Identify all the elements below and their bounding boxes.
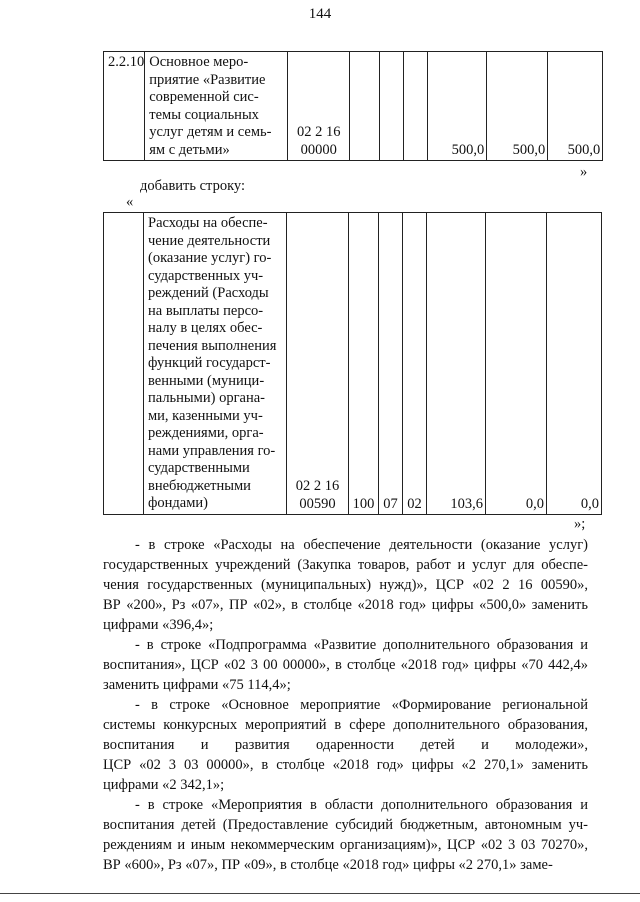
text-line: сударственными: [148, 460, 250, 476]
text-line: на выплаты персо-: [148, 302, 264, 319]
text-line: темы социальных: [149, 106, 259, 123]
row-name-text: [149, 54, 285, 159]
csr-code: [288, 52, 350, 161]
text-line: налу в целях обес-: [148, 320, 263, 336]
amendment-paragraph-1: [103, 535, 588, 635]
pr-code: 02: [403, 213, 427, 515]
amount-2018: 103,6: [427, 213, 486, 515]
budget-table-existing-row: [103, 51, 603, 161]
amount-2019: 0,0: [486, 213, 547, 515]
rz-code: 07: [379, 213, 403, 515]
paragraph-line: системы конкурсных мероприятий в сфере дополнительного образования,: [103, 717, 588, 733]
paragraph-line: - в строке «Подпрограмма «Развитие дополнительного образования и: [135, 637, 588, 653]
closing-quote-semicolon: »;: [574, 516, 586, 532]
page-number: 144: [308, 6, 332, 22]
text-line: 02 2 16: [295, 478, 340, 494]
csr-code-text: [288, 124, 349, 159]
opening-quote: «: [126, 194, 134, 210]
text-line: 00000: [300, 141, 337, 158]
add-row-label: добавить строку:: [140, 178, 245, 194]
text-line: сударственных уч-: [148, 267, 264, 284]
amount-2020: 0,0: [547, 213, 602, 515]
paragraph-line: чения государственных (муниципальных) нужд)», ЦСР «02 2 16 00590»,: [103, 577, 588, 593]
amount-2019: 500,0: [487, 52, 548, 161]
text-line: чение деятельности: [148, 232, 271, 249]
amendment-paragraph-4: [103, 795, 588, 875]
text-line: печения выполнения: [148, 337, 277, 354]
vr-code: [350, 52, 380, 161]
text-line: нами управления го-: [148, 442, 276, 459]
amount-2018: 500,0: [428, 52, 487, 161]
paragraph-line: - в строке «Основное мероприятие «Формирование региональной: [135, 697, 588, 713]
paragraph-line: государственных учреждений (Закупка товаров, работ и услуг для обеспе-: [103, 557, 588, 573]
paragraph-line: реждениям и иным некоммерческим организациям)», ЦСР «02 3 03 70270»,: [103, 837, 588, 853]
text-line: 00590: [299, 495, 336, 512]
text-line: реждений (Расходы: [148, 285, 269, 301]
text-line: услуг детям и семь-: [149, 124, 272, 140]
amendment-paragraph-2: [103, 635, 588, 695]
budget-table-added-row: [103, 212, 602, 515]
text-line: пальными) органа-: [148, 390, 265, 406]
paragraph-line: ВР «200», Рз «07», ПР «02», в столбце «2018 год» цифры «500,0» заменить: [103, 597, 588, 613]
row-name: [144, 213, 287, 515]
text-line: 02 2 16: [297, 124, 341, 140]
paragraph-line: - в строке «Мероприятия в области дополнительного образования и: [135, 797, 588, 813]
amount-2020: 500,0: [548, 52, 603, 161]
paragraph-line: ЦСР «02 3 03 00000», в столбце «2018 год» цифры «2 270,1» заменить: [103, 757, 588, 773]
text-line: внебюджетными: [148, 477, 251, 494]
text-line: Расходы на обеспе-: [148, 215, 268, 231]
paragraph-line: воспитания и развития одаренности детей и молодежи»,: [103, 737, 588, 753]
amendment-paragraph-3: [103, 695, 588, 795]
row-name-text: [148, 215, 284, 513]
closing-quote: »: [580, 164, 588, 180]
pr-code: [404, 52, 428, 161]
row-number: 2.2.10: [104, 52, 145, 161]
row-name: [145, 52, 288, 161]
text-line: ям с детьми»: [149, 141, 230, 158]
csr-code: [287, 213, 349, 515]
text-line: венными (муници-: [148, 372, 265, 389]
page-bottom-rule: [0, 893, 640, 894]
text-line: современной сис-: [149, 89, 259, 105]
paragraph-line: воспитания детей (Предоставление субсидий бюджетным, автономным уч-: [103, 817, 588, 833]
row-number: [104, 213, 144, 515]
paragraph-line: - в строке «Расходы на обеспечение деятельности (оказание услуг): [135, 537, 588, 553]
vr-code: 100: [349, 213, 379, 515]
paragraph-line: воспитания», ЦСР «02 3 00 00000», в столбце «2018 год» цифры «70 442,4»: [103, 657, 588, 673]
text-line: реждениями, орга-: [148, 425, 264, 441]
text-line: функций государст-: [148, 355, 271, 371]
text-line: Основное меро-: [149, 54, 249, 70]
paragraph-line: заменить цифрами «75 114,4»;: [103, 677, 291, 693]
paragraph-line: цифрами «2 342,1»;: [103, 777, 225, 793]
paragraph-line: цифрами «396,4»;: [103, 617, 214, 633]
text-line: приятие «Развитие: [149, 71, 266, 88]
text-line: ми, казенными уч-: [148, 407, 263, 424]
rz-code: [380, 52, 404, 161]
paragraph-line: ВР «600», Рз «07», ПР «09», в столбце «2018 год» цифры «2 270,1» заме-: [103, 857, 553, 873]
text-line: (оказание услуг) го-: [148, 250, 272, 266]
csr-code-text: [287, 478, 348, 513]
text-line: фондами): [148, 495, 208, 511]
